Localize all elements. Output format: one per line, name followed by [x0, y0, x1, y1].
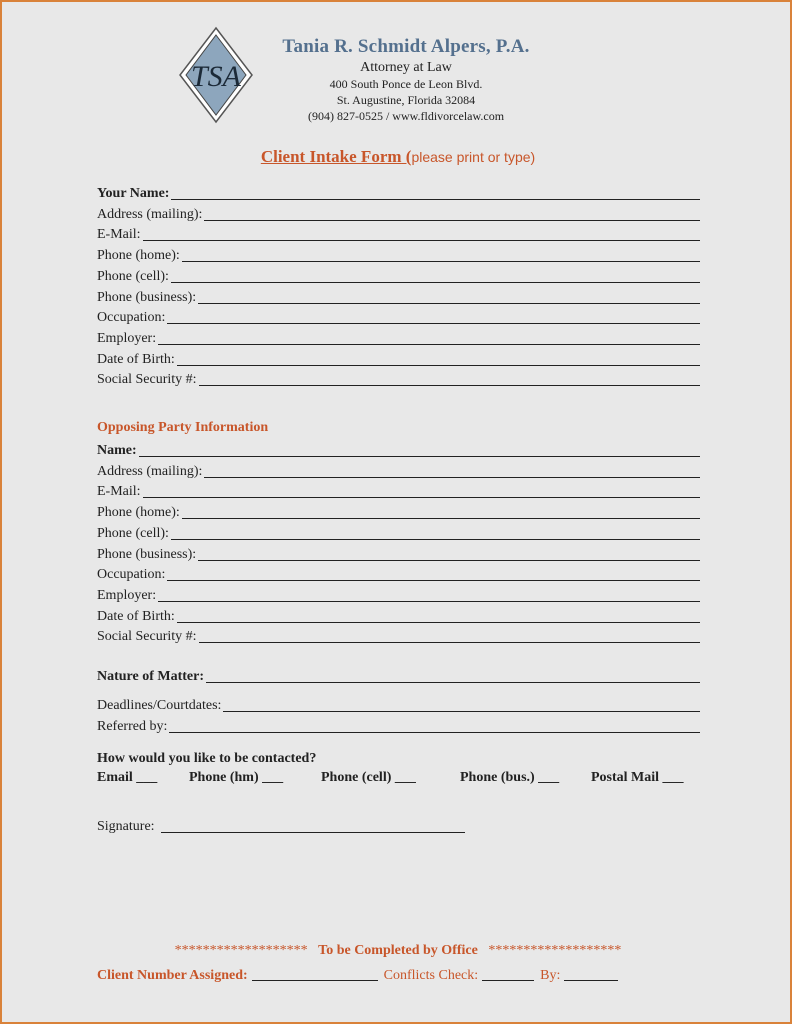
referred-by-field[interactable]	[97, 715, 700, 735]
client-number-line[interactable]	[252, 979, 378, 981]
form-field[interactable]	[97, 203, 700, 223]
contact-option-postal-mail[interactable]: Postal Mail ___	[591, 770, 684, 785]
contact-option-email[interactable]: Email ___	[97, 770, 158, 785]
field-line[interactable]	[143, 239, 700, 241]
form-field[interactable]	[97, 501, 700, 521]
field-label: Occupation:	[97, 567, 166, 583]
form-field[interactable]	[97, 265, 700, 285]
form-field[interactable]	[97, 182, 700, 202]
field-label: Occupation:	[97, 310, 166, 326]
signature-label: Signature:	[97, 819, 155, 834]
signature-field[interactable]	[97, 819, 465, 835]
form-title	[2, 147, 792, 167]
contact-option-phone-business[interactable]: Phone (bus.) ___	[460, 770, 560, 785]
address-line-1: 400 South Ponce de Leon Blvd.	[329, 77, 483, 91]
field-line[interactable]	[143, 496, 700, 498]
form-field[interactable]	[97, 327, 700, 347]
field-line[interactable]	[169, 731, 700, 733]
field-line[interactable]	[199, 384, 700, 386]
by-line[interactable]	[564, 979, 618, 981]
field-line[interactable]	[177, 621, 700, 623]
form-field[interactable]	[97, 605, 700, 625]
field-label: Date of Birth:	[97, 351, 175, 367]
field-label: Deadlines/Courtdates:	[97, 698, 222, 713]
firm-name: Tania R. Schmidt Alpers, P.A.	[282, 36, 530, 57]
svg-text:TSA: TSA	[190, 60, 242, 93]
field-label: Social Security #:	[97, 629, 197, 645]
form-field[interactable]	[97, 480, 700, 500]
field-label: Phone (home):	[97, 505, 180, 521]
form-field[interactable]	[97, 563, 700, 583]
form-field[interactable]	[97, 306, 700, 326]
form-field[interactable]	[97, 348, 700, 368]
form-field[interactable]	[97, 460, 700, 480]
address-line-2: St. Augustine, Florida 32084	[336, 93, 476, 107]
form-field[interactable]	[97, 522, 700, 542]
office-use-heading	[2, 943, 792, 959]
contact-question: How would you like to be contacted?	[97, 751, 317, 766]
field-line[interactable]	[204, 219, 700, 221]
field-label: Phone (cell):	[97, 268, 169, 284]
field-label: Social Security #:	[97, 372, 197, 388]
field-line[interactable]	[171, 538, 700, 540]
field-line[interactable]	[167, 322, 700, 324]
opposing-party-heading: Opposing Party Information	[97, 420, 269, 435]
field-label: Phone (cell):	[97, 525, 169, 541]
form-field[interactable]	[97, 439, 700, 459]
field-label: Phone (business):	[97, 289, 197, 305]
field-line[interactable]	[139, 455, 700, 457]
field-line[interactable]	[199, 641, 700, 643]
field-label: Name:	[97, 443, 137, 458]
field-label: Phone (business):	[97, 546, 197, 562]
field-label: Address (mailing):	[97, 206, 203, 222]
field-line[interactable]	[158, 343, 700, 345]
contact-line: (904) 827-0525 / www.fldivorcelaw.com	[307, 109, 505, 123]
form-field[interactable]	[97, 244, 700, 264]
form-title-text: Client Intake Form	[260, 147, 402, 166]
field-label: Address (mailing):	[97, 463, 203, 479]
field-label: Your Name:	[97, 186, 170, 201]
signature-line[interactable]	[161, 831, 465, 833]
field-line[interactable]	[158, 600, 700, 602]
client-number-label: Client Number Assigned:	[97, 968, 248, 983]
form-field[interactable]	[97, 368, 700, 388]
form-field[interactable]	[97, 543, 700, 563]
field-label: Nature of Matter:	[97, 669, 205, 684]
field-label: E-Mail:	[97, 227, 141, 243]
field-label: Date of Birth:	[97, 608, 175, 624]
contact-option-phone-home[interactable]: Phone (hm) ___	[189, 770, 284, 785]
tsa-logo	[178, 26, 254, 124]
stars-left: *******************	[174, 943, 308, 958]
field-line[interactable]	[198, 559, 700, 561]
form-field[interactable]	[97, 223, 700, 243]
field-label: Phone (home):	[97, 248, 180, 264]
form-field[interactable]	[97, 584, 700, 604]
deadlines-field[interactable]	[97, 694, 700, 714]
field-label: Referred by:	[97, 719, 168, 734]
conflicts-check-line[interactable]	[482, 979, 534, 981]
field-label: Employer:	[97, 330, 157, 346]
office-use-label: To be Completed by Office	[318, 943, 478, 958]
form-subtitle: please print or type)	[411, 149, 536, 165]
by-label: By:	[540, 968, 561, 983]
form-field[interactable]	[97, 625, 700, 645]
contact-option-phone-cell[interactable]: Phone (cell) ___	[321, 770, 416, 785]
stars-right: *******************	[488, 943, 622, 958]
field-line[interactable]	[167, 579, 700, 581]
field-line[interactable]	[223, 710, 700, 712]
field-line[interactable]	[182, 517, 700, 519]
conflicts-check-label: Conflicts Check:	[383, 968, 479, 983]
nature-of-matter-field[interactable]	[97, 665, 700, 685]
attorney-title: Attorney at Law	[360, 60, 452, 75]
letterhead	[252, 36, 560, 124]
field-label: Employer:	[97, 587, 157, 603]
office-use-row	[97, 968, 624, 984]
field-line[interactable]	[198, 302, 700, 304]
field-line[interactable]	[206, 681, 700, 683]
field-label: E-Mail:	[97, 484, 141, 500]
form-title-paren: (	[401, 147, 412, 166]
field-line[interactable]	[177, 364, 700, 366]
field-line[interactable]	[204, 476, 700, 478]
form-field[interactable]	[97, 286, 700, 306]
field-line[interactable]	[171, 198, 700, 200]
field-line[interactable]	[182, 260, 700, 262]
field-line[interactable]	[171, 281, 700, 283]
